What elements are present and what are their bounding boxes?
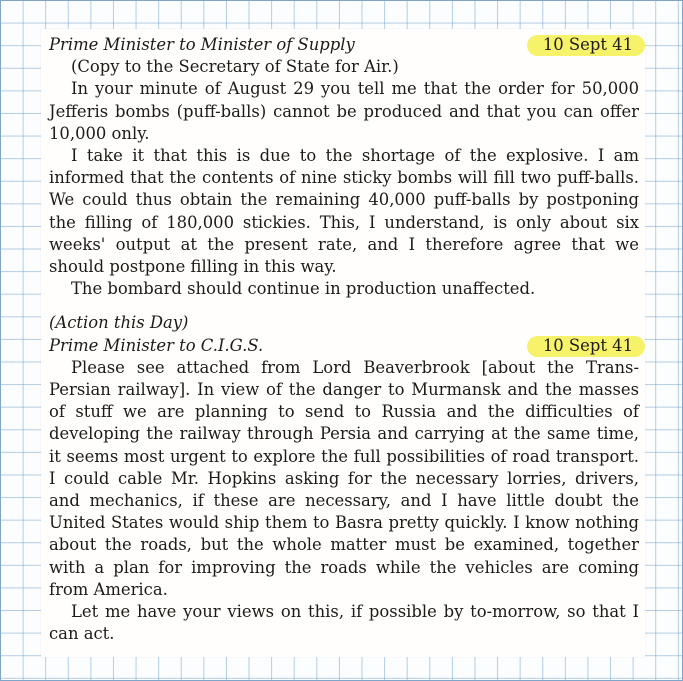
memo1-paragraph-2: I take it that this is due to the shortage of the explosive. I am informed that the contents of nine sticky bombs will fill two puff-balls. We could thus obtain the remaining 40,000 puff-balls by postponing the filling of 180,000 stickies. This, I understand, is only about six weeks' output at the present rate, and I therefore agree that we should postpone filling in this way. bbox=[49, 146, 639, 277]
memo1-paragraph-3: The bombard should continue in production unaffected. bbox=[71, 279, 536, 299]
memo2-paragraph-1: Please see attached from Lord Beaverbrook [about the Trans-Persian railway]. In view of the danger to Murmansk and the masses of stuff we are planning to send to Russia and the difficulties of developing the railway through Persia and carrying at the same time, it seems most urgent to explore the full possibilities of road transport. I could cable Mr. Hopkins asking for the necessary lorries, drivers, and mechanics, if these are necessary, and I have little doubt the United States would ship them to Basra pretty quickly. I know nothing about the roads, but the whole matter must be examined, together with a plan for improving the roads while the vehicles are coming from America. bbox=[49, 357, 639, 599]
memo1-copy-line: (Copy to the Secretary of State for Air.) bbox=[71, 57, 399, 77]
memo2-action-line: (Action this Day) bbox=[49, 313, 189, 333]
memo1-header bbox=[49, 34, 639, 56]
memo1-heading: Prime Minister to Minister of Supply bbox=[49, 35, 355, 54]
document-text bbox=[49, 34, 639, 645]
memo2-date bbox=[539, 335, 637, 357]
memo2-date-text: 10 Sept 41 bbox=[542, 335, 633, 355]
memo2-paragraph-2: Let me have your views on this, if possible by to-morrow, so that I can act. bbox=[49, 602, 639, 644]
memo2-heading: Prime Minister to C.I.G.S. bbox=[49, 335, 264, 355]
memo1-paragraph-1: In your minute of August 29 you tell me that the order for 50,000 Jefferis bombs (puff-balls) cannot be produced and that you can offer 10,000 only. bbox=[49, 79, 639, 143]
section-gap bbox=[49, 300, 639, 312]
memo1-date-text: 10 Sept 41 bbox=[542, 35, 633, 54]
memo1-date bbox=[539, 34, 637, 56]
memo2-header bbox=[49, 335, 639, 357]
